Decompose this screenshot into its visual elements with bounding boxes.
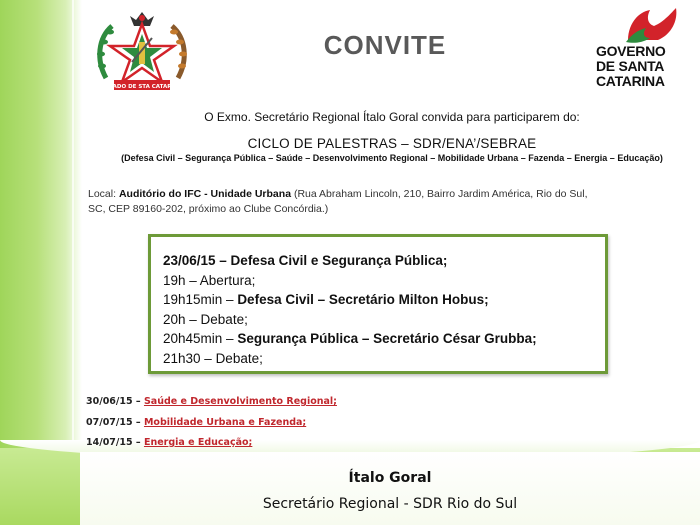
program-text: Segurança Pública – Secretário César Grubba; <box>237 331 537 346</box>
schedule-date: 07/07/15 – <box>86 417 144 428</box>
schedule-topic: Mobilidade Urbana e Fazenda; <box>143 417 307 428</box>
program-text: Abertura; <box>199 272 256 288</box>
program-item <box>163 271 537 291</box>
program-text: Debate; <box>215 350 263 366</box>
program-box <box>148 234 608 374</box>
location-address: (Rua Abraham Lincoln, 210, Bairro Jardim América, Rio do Sul, <box>291 188 588 200</box>
program-item <box>163 329 537 349</box>
coat-ribbon-text: ESTADO DE STA CATARINA <box>101 84 183 90</box>
program-time: 19h15min – <box>163 292 238 307</box>
schedule-item <box>86 396 337 407</box>
program-item <box>163 290 537 310</box>
gov-logo-line: GOVERNO <box>596 43 666 59</box>
schedule-date: 30/06/15 – <box>86 396 144 407</box>
footer-panel <box>80 452 700 525</box>
footer-role: Secretário Regional - SDR Rio do Sul <box>262 496 518 512</box>
program-item <box>163 349 537 369</box>
coat-of-arms-icon <box>92 8 192 94</box>
schedule-topic: Saúde e Desenvolvimento Regional; <box>143 396 337 407</box>
location-address-cont: SC, CEP 89160-202, próximo ao Clube Concórdia.) <box>88 203 329 215</box>
invitation-text: O Exmo. Secretário Regional Ítalo Goral convida para participarem do: <box>204 110 580 124</box>
location-label: Local: <box>88 188 117 200</box>
program-text: Debate; <box>200 311 248 327</box>
gov-logo-line: DE SANTA <box>596 58 665 74</box>
schedule-topic: Energia e Educação; <box>143 437 253 448</box>
program-time: 19h – <box>163 272 200 288</box>
program-time: 20h45min – <box>163 331 238 346</box>
page-title: CONVITE <box>323 30 447 60</box>
program-time: 21h30 – <box>163 350 216 366</box>
location-place: Auditório do IFC - Unidade Urbana <box>118 188 292 200</box>
program-item <box>163 310 537 330</box>
program-text: Defesa Civil – Secretário Milton Hobus; <box>237 292 489 307</box>
program-header: 23/06/15 – Defesa Civil e Segurança Pública; <box>163 253 448 268</box>
footer-name: Ítalo Goral <box>348 470 432 486</box>
gov-logo-line: CATARINA <box>596 73 665 89</box>
schedule-date: 14/07/15 – <box>86 437 144 448</box>
program-time: 20h – <box>163 311 201 327</box>
cycle-themes: (Defesa Civil – Segurança Pública – Saúde – Desenvolvimento Regional – Mobilidade Urbana – Fazenda – Energia – Educação) <box>121 153 663 163</box>
cycle-title: CICLO DE PALESTRAS – SDR/ENA’/SEBRAE <box>247 136 537 151</box>
location-block <box>88 187 688 217</box>
schedule-item <box>86 437 252 448</box>
government-logo-text <box>596 44 692 89</box>
schedule-item <box>86 417 306 428</box>
